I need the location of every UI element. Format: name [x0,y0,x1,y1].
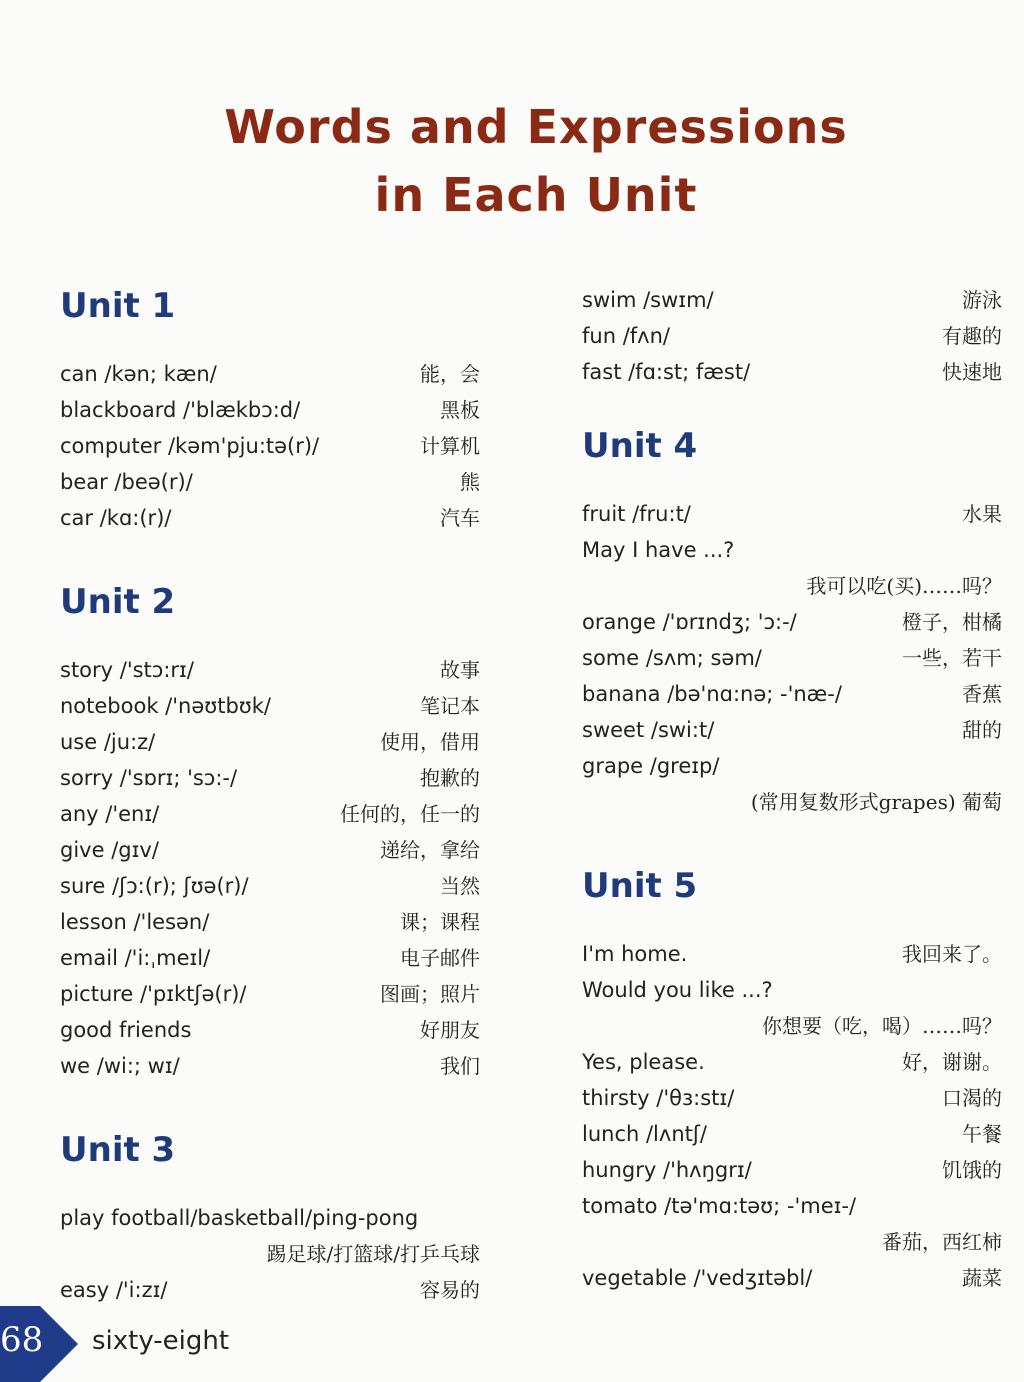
list-item: Would you like ...? 你想要（吃，喝）……吗？ [582,978,1002,1038]
unit3-list [60,1200,480,1308]
unit5-heading: Unit 5 [582,866,698,906]
list-item: tomato /tə'mɑ:təʊ; -'meɪ-/ 番茄，西红柿 [582,1194,1002,1254]
list-item: I'm home. 我回来了。 [582,942,1002,966]
list-item: any /'enɪ/ 任何的，任一的 [60,802,480,826]
list-item: can /kən; kæn/ 能，会 [60,362,480,386]
unit1-list [60,356,480,536]
list-item: lesson /'lesən/ 课；课程 [60,910,480,934]
list-item: we /wi:; wɪ/ 我们 [60,1054,480,1078]
list-item: orange /'ɒrɪndʒ; 'ɔ:-/ 橙子，柑橘 [582,610,1002,634]
unit4-heading: Unit 4 [582,426,698,466]
unit3-list-continued [582,282,1002,390]
list-item: Yes, please. 好，谢谢。 [582,1050,1002,1074]
list-item: vegetable /'vedʒɪtəbl/ 蔬菜 [582,1266,1002,1290]
page-number-words: sixty-eight [92,1326,230,1356]
list-item: computer /kəm'pju:tə(r)/ 计算机 [60,434,480,458]
list-item: blackboard /'blækbɔ:d/ 黑板 [60,398,480,422]
list-item: lunch /lʌntʃ/ 午餐 [582,1122,1002,1146]
list-item: thirsty /'θɜ:stɪ/ 口渴的 [582,1086,1002,1110]
list-item: easy /'i:zɪ/ 容易的 [60,1278,480,1302]
page-title-line2: in Each Unit [374,168,698,222]
list-item: good friends 好朋友 [60,1018,480,1042]
page-title-line1: Words and Expressions [224,100,848,154]
list-item: notebook /'nəʊtbʊk/ 笔记本 [60,694,480,718]
list-item: story /'stɔ:rɪ/ 故事 [60,658,480,682]
page-number: 68 [0,1320,44,1360]
list-item: banana /bə'nɑ:nə; -'næ-/ 香蕉 [582,682,1002,706]
list-item: sure /ʃɔ:(r); ʃʊə(r)/ 当然 [60,874,480,898]
list-item: fruit /fru:t/ 水果 [582,502,1002,526]
list-item: email /'i:ˌmeɪl/ 电子邮件 [60,946,480,970]
list-item: fast /fɑ:st; fæst/ 快速地 [582,360,1002,384]
list-item: picture /'pɪktʃə(r)/ 图画；照片 [60,982,480,1006]
unit3-heading: Unit 3 [60,1130,176,1170]
unit2-list [60,652,480,1084]
list-item: sweet /swi:t/ 甜的 [582,718,1002,742]
unit2-heading: Unit 2 [60,582,176,622]
left-column [60,280,480,1308]
list-item: sorry /'sɒrɪ; 'sɔ:-/ 抱歉的 [60,766,480,790]
list-item: bear /beə(r)/ 熊 [60,470,480,494]
list-item: grape /greɪp/ (常用复数形式grapes) 葡萄 [582,754,1002,814]
list-item: swim /swɪm/ 游泳 [582,288,1002,312]
list-item: some /sʌm; səm/ 一些，若干 [582,646,1002,670]
list-item: hungry /'hʌŋgrɪ/ 饥饿的 [582,1158,1002,1182]
unit1-heading: Unit 1 [60,286,176,326]
unit4-list [582,496,1002,820]
list-item: May I have ...? 我可以吃(买)……吗？ [582,538,1002,598]
list-item: use /ju:z/ 使用，借用 [60,730,480,754]
list-item: fun /fʌn/ 有趣的 [582,324,1002,348]
right-column [582,282,1002,1296]
list-item: car /kɑ:(r)/ 汽车 [60,506,480,530]
list-item: play football/basketball/ping-pong 踢足球/打篮球/打乒乓球 [60,1206,480,1266]
unit5-list [582,936,1002,1296]
list-item: give /gɪv/ 递给，拿给 [60,838,480,862]
